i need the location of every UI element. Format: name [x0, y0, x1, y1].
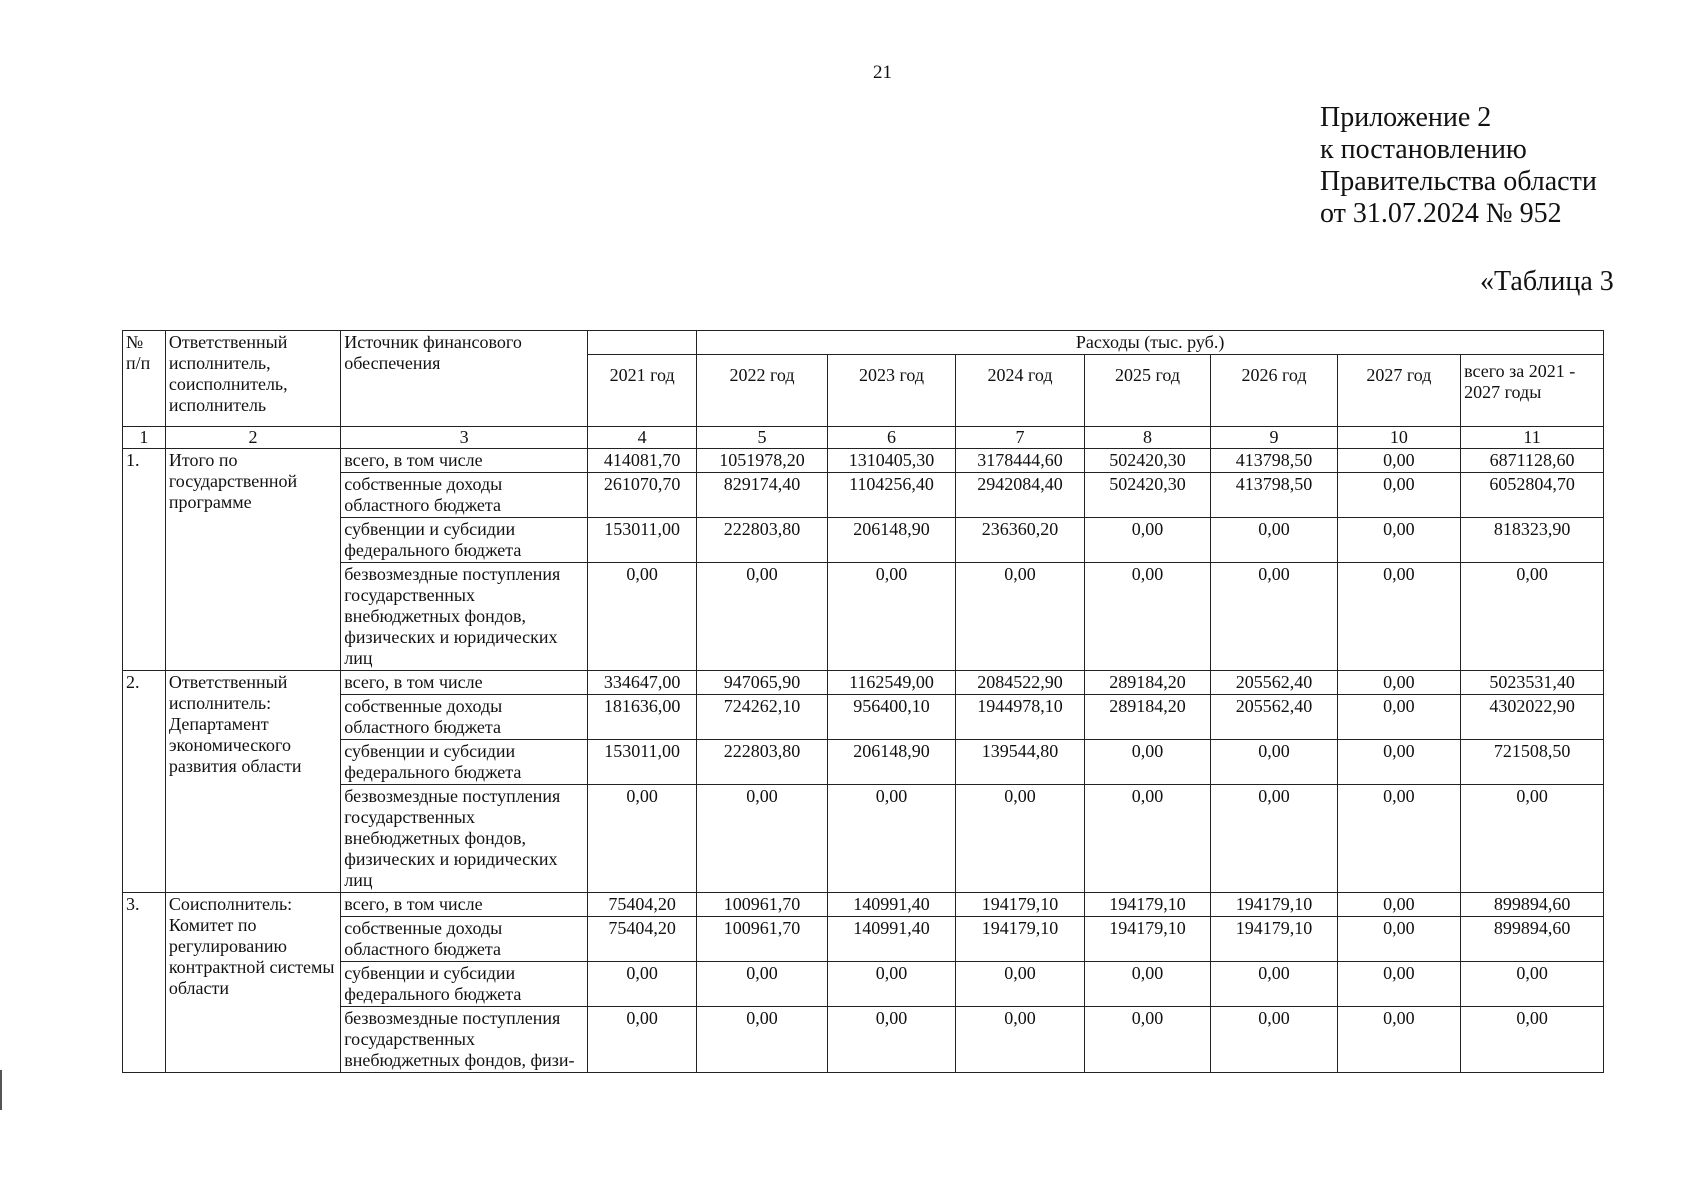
value-cell: 721508,50 [1461, 740, 1604, 785]
table-row [123, 518, 1604, 563]
value-cell: 194179,10 [1211, 893, 1337, 917]
value-cell: 139544,80 [956, 740, 1085, 785]
table-row [123, 671, 1604, 695]
value-cell: 194179,10 [1084, 917, 1210, 962]
value-cell: 0,00 [827, 785, 956, 893]
value-cell: 2084522,90 [956, 671, 1085, 695]
value-cell: 0,00 [1337, 740, 1460, 785]
value-cell: 0,00 [827, 962, 956, 1007]
appendix-block [1320, 102, 1597, 230]
value-cell: 0,00 [1337, 962, 1460, 1007]
value-cell: 0,00 [697, 962, 828, 1007]
value-cell: 206148,90 [827, 518, 956, 563]
value-cell: 289184,20 [1084, 695, 1210, 740]
value-cell: 205562,40 [1211, 695, 1337, 740]
source-total: всего, в том числе [341, 449, 588, 473]
value-cell: 414081,70 [588, 449, 697, 473]
header-spacer [588, 331, 697, 355]
index-cell: 6 [827, 427, 956, 449]
value-cell: 6871128,60 [1461, 449, 1604, 473]
value-cell: 413798,50 [1211, 449, 1337, 473]
index-row [123, 427, 1604, 449]
value-cell: 1310405,30 [827, 449, 956, 473]
index-cell: 5 [697, 427, 828, 449]
table-row [123, 917, 1604, 962]
value-cell: 829174,40 [697, 473, 828, 518]
table-row [123, 893, 1604, 917]
value-cell: 222803,80 [697, 518, 828, 563]
table-row [123, 785, 1604, 893]
value-cell: 0,00 [1211, 518, 1337, 563]
value-cell: 194179,10 [1084, 893, 1210, 917]
index-cell: 9 [1211, 427, 1337, 449]
value-cell: 0,00 [827, 563, 956, 671]
value-cell: 0,00 [588, 563, 697, 671]
value-cell: 413798,50 [1211, 473, 1337, 518]
value-cell: 0,00 [1461, 785, 1604, 893]
value-cell: 0,00 [1084, 785, 1210, 893]
header-year-2023: 2023 год [827, 355, 956, 427]
table-row [123, 962, 1604, 1007]
value-cell: 194179,10 [956, 917, 1085, 962]
value-cell: 0,00 [1337, 449, 1460, 473]
value-cell: 502420,30 [1084, 473, 1210, 518]
value-cell: 0,00 [1211, 962, 1337, 1007]
value-cell: 0,00 [588, 785, 697, 893]
value-cell: 0,00 [956, 563, 1085, 671]
index-cell: 10 [1337, 427, 1460, 449]
appendix-line-1: Приложение 2 [1320, 102, 1492, 133]
value-cell: 0,00 [1337, 473, 1460, 518]
value-cell: 0,00 [956, 962, 1085, 1007]
value-cell: 818323,90 [1461, 518, 1604, 563]
value-cell: 0,00 [1337, 518, 1460, 563]
value-cell: 100961,70 [697, 893, 828, 917]
table-row [123, 695, 1604, 740]
value-cell: 0,00 [1084, 740, 1210, 785]
value-cell: 0,00 [1337, 695, 1460, 740]
value-cell: 5023531,40 [1461, 671, 1604, 695]
value-cell: 899894,60 [1461, 893, 1604, 917]
value-cell: 153011,00 [588, 518, 697, 563]
value-cell: 0,00 [956, 785, 1085, 893]
source-own: собственные доходы областного бюджета [341, 695, 588, 740]
value-cell: 1051978,20 [697, 449, 828, 473]
value-cell: 724262,10 [697, 695, 828, 740]
section-responsible: Итого по государственной программе [165, 449, 340, 671]
header-year-2026: 2026 год [1211, 355, 1337, 427]
section-num: 2. [123, 671, 166, 893]
value-cell: 0,00 [1337, 917, 1460, 962]
index-cell: 7 [956, 427, 1085, 449]
value-cell: 6052804,70 [1461, 473, 1604, 518]
source-federal: субвенции и субсидии федерального бюджета [341, 962, 588, 1007]
value-cell: 0,00 [1211, 785, 1337, 893]
header-num: № п/п [123, 331, 166, 427]
table-row [123, 473, 1604, 518]
index-cell: 2 [165, 427, 340, 449]
appendix-line-2: к постановлению [1320, 134, 1527, 165]
section-num: 1. [123, 449, 166, 671]
budget-table [122, 330, 1604, 1073]
value-cell: 0,00 [588, 1007, 697, 1073]
value-cell: 1944978,10 [956, 695, 1085, 740]
header-year-2027: 2027 год [1337, 355, 1460, 427]
scan-edge-mark [0, 1070, 8, 1110]
index-cell: 3 [341, 427, 588, 449]
section-num: 3. [123, 893, 166, 1073]
value-cell: 956400,10 [827, 695, 956, 740]
value-cell: 0,00 [1337, 563, 1460, 671]
value-cell: 502420,30 [1084, 449, 1210, 473]
value-cell: 3178444,60 [956, 449, 1085, 473]
index-cell: 11 [1461, 427, 1604, 449]
table-row [123, 740, 1604, 785]
source-total: всего, в том числе [341, 893, 588, 917]
value-cell: 0,00 [1337, 671, 1460, 695]
value-cell: 261070,70 [588, 473, 697, 518]
value-cell: 140991,40 [827, 893, 956, 917]
value-cell: 4302022,90 [1461, 695, 1604, 740]
value-cell: 0,00 [1461, 563, 1604, 671]
index-cell: 1 [123, 427, 166, 449]
table-row [123, 1007, 1604, 1073]
value-cell: 75404,20 [588, 893, 697, 917]
header-total: всего за 2021 - 2027 годы [1461, 355, 1604, 427]
value-cell: 236360,20 [956, 518, 1085, 563]
header-responsible: Ответственный исполнитель, соисполнитель, исполнитель [165, 331, 340, 427]
value-cell: 205562,40 [1211, 671, 1337, 695]
appendix-line-4: от 31.07.2024 № 952 [1320, 198, 1562, 229]
value-cell: 899894,60 [1461, 917, 1604, 962]
value-cell: 0,00 [697, 563, 828, 671]
value-cell: 0,00 [1084, 518, 1210, 563]
header-source: Источник финансового обеспечения [341, 331, 588, 427]
value-cell: 222803,80 [697, 740, 828, 785]
value-cell: 0,00 [1084, 962, 1210, 1007]
source-free: безвозмездные поступления государственных внебюджетных фондов, физических и юридических лиц [341, 563, 588, 671]
table-row [123, 449, 1604, 473]
value-cell: 1162549,00 [827, 671, 956, 695]
source-own: собственные доходы областного бюджета [341, 473, 588, 518]
value-cell: 0,00 [1211, 1007, 1337, 1073]
value-cell: 0,00 [1337, 785, 1460, 893]
value-cell: 0,00 [1211, 563, 1337, 671]
value-cell: 194179,10 [956, 893, 1085, 917]
section-responsible: Соисполнитель: Комитет по регулированию контрактной системы области [165, 893, 340, 1073]
header-row-1 [123, 331, 1604, 355]
value-cell: 153011,00 [588, 740, 697, 785]
source-total: всего, в том числе [341, 671, 588, 695]
value-cell: 0,00 [1084, 1007, 1210, 1073]
page-number: 21 [873, 62, 892, 83]
value-cell: 100961,70 [697, 917, 828, 962]
value-cell: 206148,90 [827, 740, 956, 785]
value-cell: 0,00 [588, 962, 697, 1007]
value-cell: 334647,00 [588, 671, 697, 695]
value-cell: 140991,40 [827, 917, 956, 962]
header-expenses: Расходы (тыс. руб.) [697, 331, 1604, 355]
value-cell: 947065,90 [697, 671, 828, 695]
value-cell: 0,00 [956, 1007, 1085, 1073]
value-cell: 0,00 [1337, 1007, 1460, 1073]
header-year-2025: 2025 год [1084, 355, 1210, 427]
value-cell: 0,00 [1084, 563, 1210, 671]
value-cell: 0,00 [827, 1007, 956, 1073]
value-cell: 0,00 [697, 1007, 828, 1073]
value-cell: 2942084,40 [956, 473, 1085, 518]
value-cell: 1104256,40 [827, 473, 956, 518]
value-cell: 0,00 [1461, 962, 1604, 1007]
source-own: собственные доходы областного бюджета [341, 917, 588, 962]
section-responsible: Ответственный исполнитель: Департамент экономического развития области [165, 671, 340, 893]
appendix-line-3: Правительства области [1320, 166, 1597, 197]
source-free: безвозмездные поступления государственных внебюджетных фондов, физических и юридических лиц [341, 785, 588, 893]
value-cell: 0,00 [697, 785, 828, 893]
source-federal: субвенции и субсидии федерального бюджета [341, 518, 588, 563]
value-cell: 289184,20 [1084, 671, 1210, 695]
table-row [123, 563, 1604, 671]
value-cell: 0,00 [1211, 740, 1337, 785]
index-cell: 8 [1084, 427, 1210, 449]
header-year-2021: 2021 год [588, 355, 697, 427]
value-cell: 0,00 [1461, 1007, 1604, 1073]
table-label: «Таблица 3 [1480, 266, 1614, 297]
index-cell: 4 [588, 427, 697, 449]
header-year-2024: 2024 год [956, 355, 1085, 427]
value-cell: 181636,00 [588, 695, 697, 740]
source-free: безвозмездные поступления государственных внебюджетных фондов, физи- [341, 1007, 588, 1073]
value-cell: 0,00 [1337, 893, 1460, 917]
value-cell: 75404,20 [588, 917, 697, 962]
header-year-2022: 2022 год [697, 355, 828, 427]
source-federal: субвенции и субсидии федерального бюджета [341, 740, 588, 785]
value-cell: 194179,10 [1211, 917, 1337, 962]
